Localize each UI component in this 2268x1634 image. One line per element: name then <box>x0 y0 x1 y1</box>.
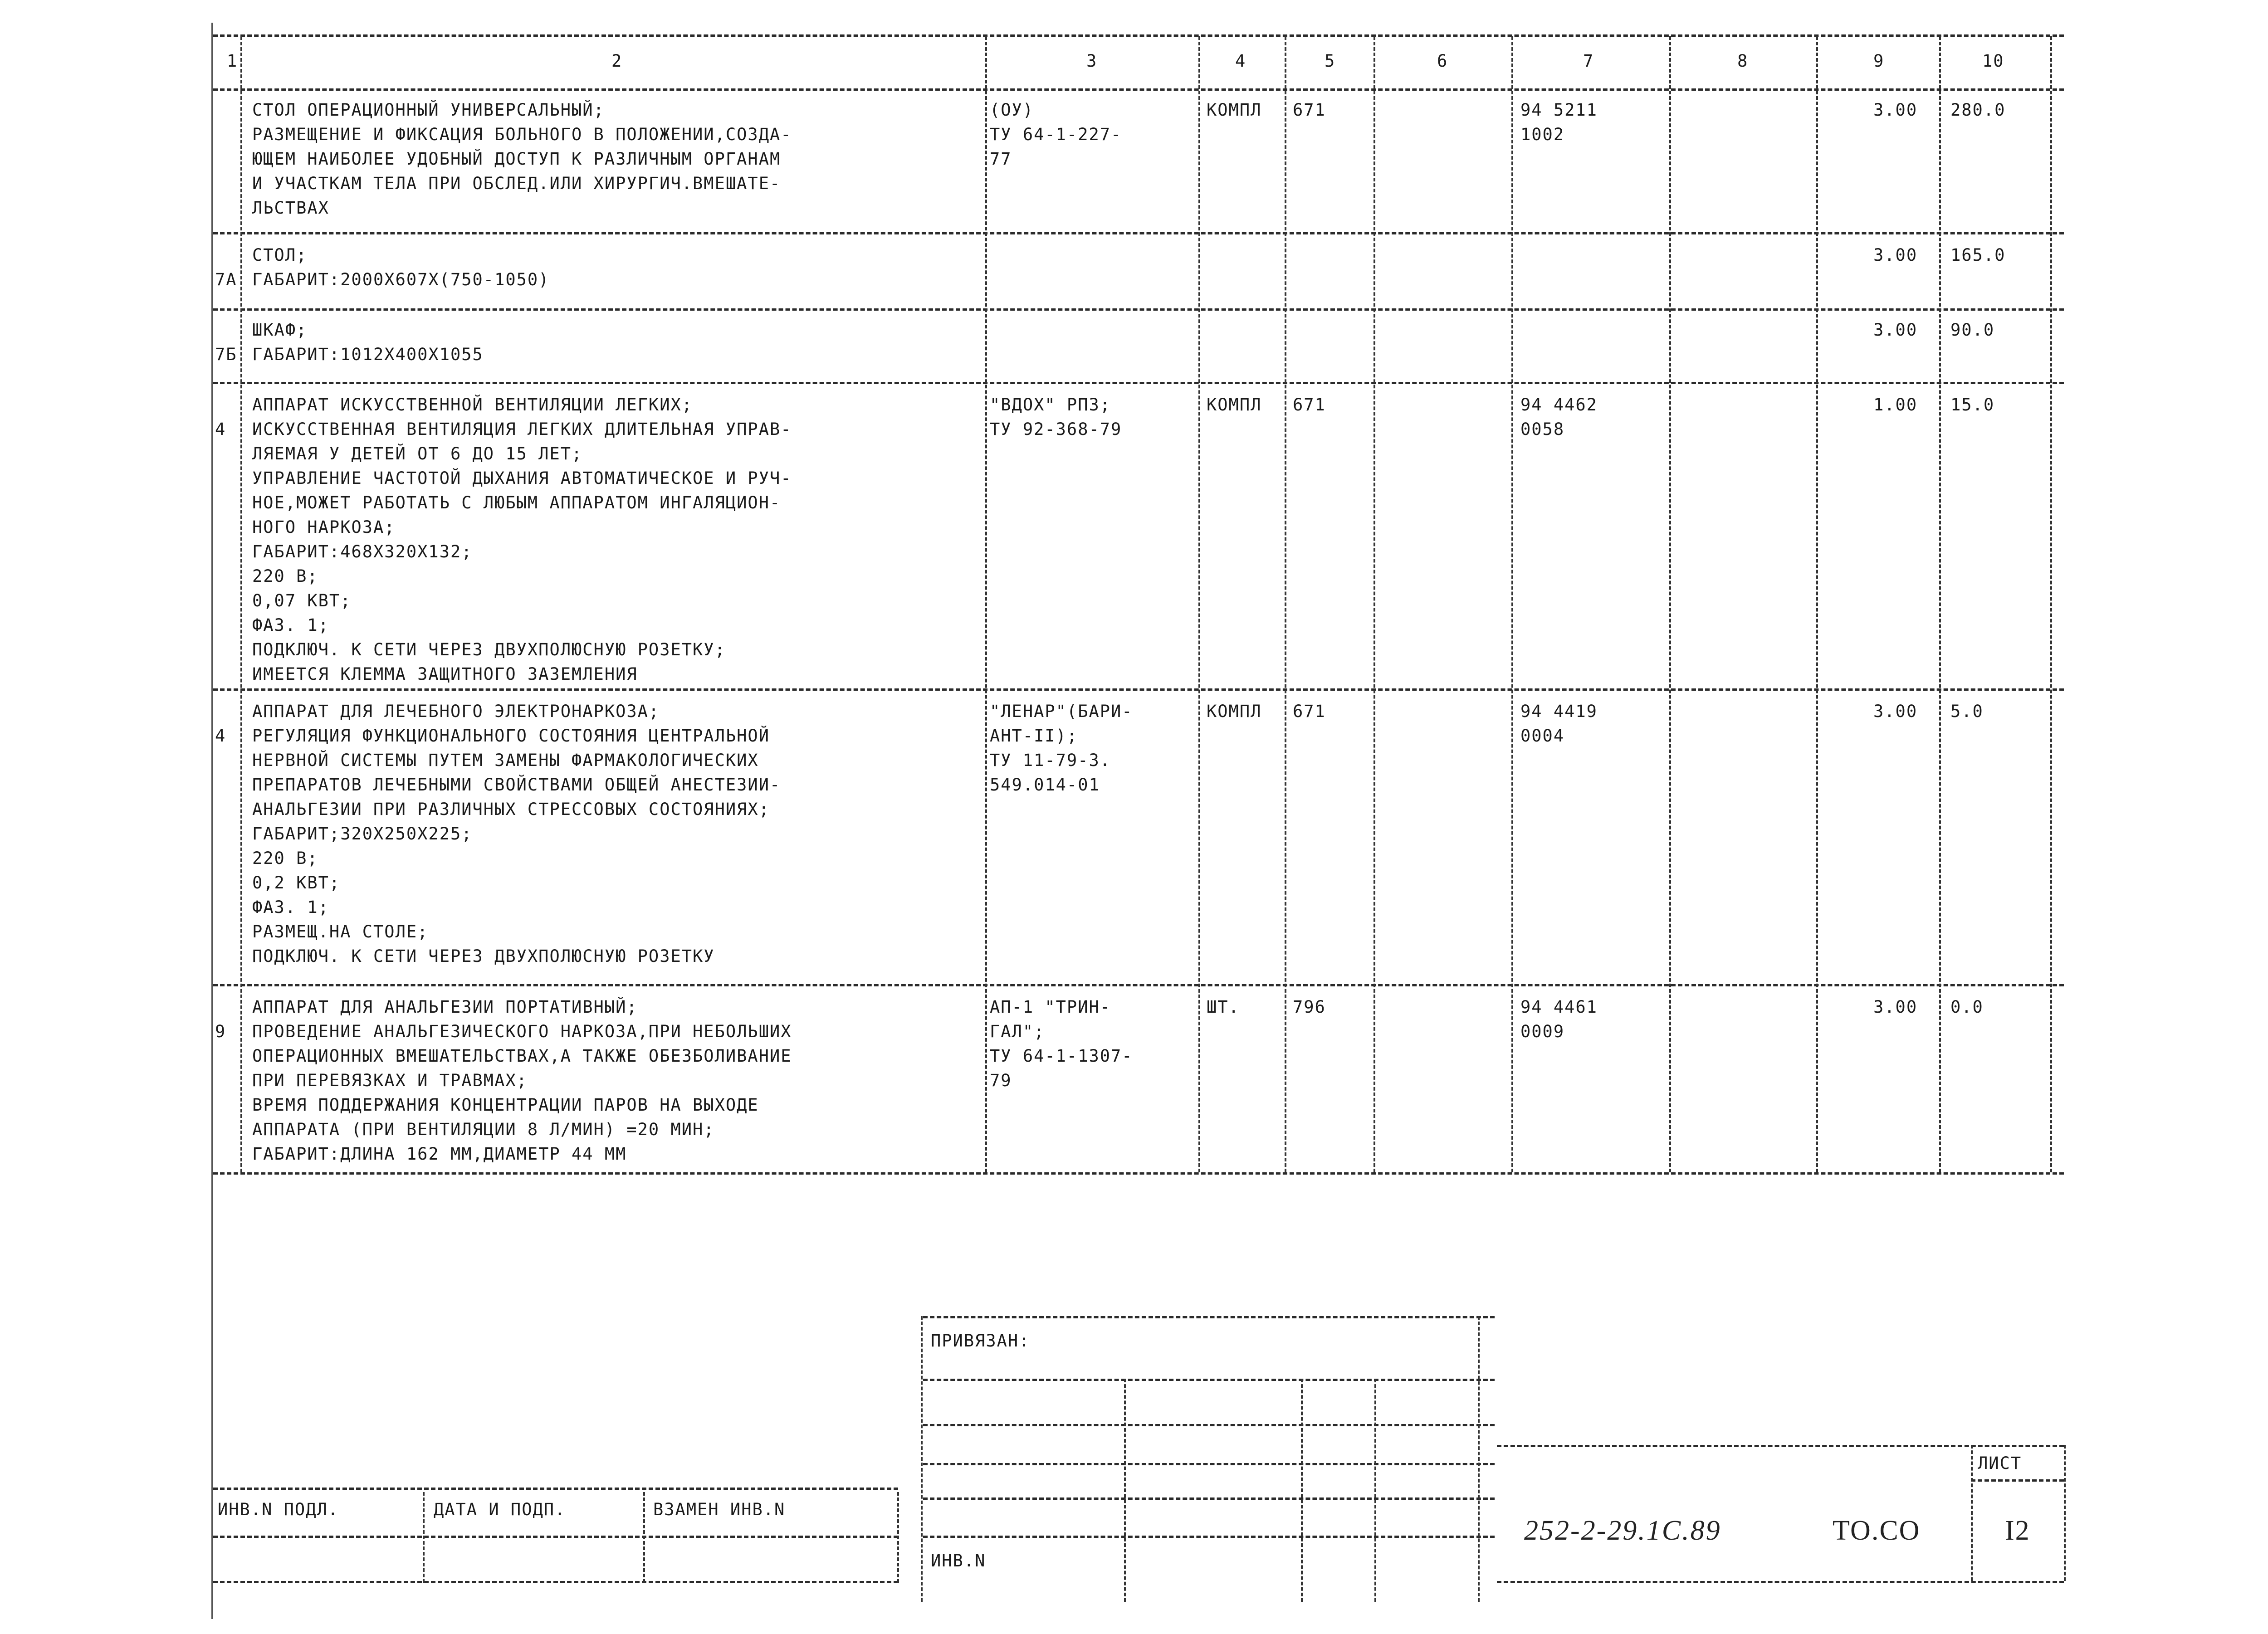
stamp-line <box>1497 1445 2064 1447</box>
stamp-line <box>643 1492 645 1583</box>
row-unit: ШТ. <box>1207 997 1240 1017</box>
text-line: АППАРАТ ДЛЯ АНАЛЬГЕЗИИ ПОРТАТИВНЫЙ; <box>252 997 638 1017</box>
text-line: АНАЛЬГЕЗИИ ПРИ РАЗЛИЧНЫХ СТРЕССОВЫХ СОСТОЯНИЯХ; <box>252 800 770 819</box>
text-line: 220 В; <box>252 566 318 586</box>
row-unit: КОМПЛ <box>1207 100 1262 120</box>
text-line: 220 В; <box>252 849 318 868</box>
text-line: 94 5211 <box>1520 100 1598 120</box>
text-line: ГАБАРИТ;320Х250Х225; <box>252 824 473 844</box>
row-name <box>252 98 792 220</box>
row-okp <box>1520 98 1598 147</box>
text-line: ТУ 92-368-79 <box>990 419 1122 439</box>
stamp-line <box>213 1536 898 1538</box>
row-col10: 5.0 <box>1950 702 1984 721</box>
stamp-line <box>923 1424 1495 1426</box>
text-line: ПРИ ПЕРЕВЯЗКАХ И ТРАВМАХ; <box>252 1071 528 1090</box>
row-qty: 3.00 <box>1873 702 1918 721</box>
header-col-1: 1 <box>227 51 238 71</box>
text-line: ШКАФ; <box>252 320 308 340</box>
text-line: 94 4462 <box>1520 395 1598 415</box>
text-line: 1002 <box>1520 125 1565 144</box>
text-line: ОПЕРАЦИОННЫХ ВМЕШАТЕЛЬСТВАХ,А ТАКЖЕ ОБЕЗБОЛИВАНИЕ <box>252 1046 792 1066</box>
row-unit-code: 796 <box>1293 997 1326 1017</box>
row-position: 7А <box>215 270 237 289</box>
stamp-line <box>1497 1581 2064 1583</box>
text-line: ФАЗ. 1; <box>252 615 329 635</box>
stamp-line <box>1374 1379 1376 1602</box>
text-line: НОЕ,МОЖЕТ РАБОТАТЬ С ЛЮБЫМ АППАРАТОМ ИНГАЛЯЦИОН- <box>252 493 781 512</box>
text-line: ГАБАРИТ:2000Х607Х(750-1050) <box>252 270 550 289</box>
stamp-line <box>2064 1445 2066 1581</box>
text-line: 94 4419 <box>1520 702 1598 721</box>
header-col-10: 10 <box>1982 51 2004 71</box>
table-bottom-border <box>213 1172 2064 1175</box>
inv-no-label: ИНВ.N <box>931 1551 986 1571</box>
column-separator <box>2050 36 2052 1172</box>
text-line: РЕГУЛЯЦИЯ ФУНКЦИОНАЛЬНОГО СОСТОЯНИЯ ЦЕНТРАЛЬНОЙ <box>252 726 770 746</box>
row-okp <box>1520 995 1598 1044</box>
row-name <box>252 243 549 292</box>
text-line: 0009 <box>1520 1022 1565 1041</box>
text-line: 94 4461 <box>1520 997 1598 1017</box>
row-separator <box>213 232 2064 234</box>
text-line: УПРАВЛЕНИЕ ЧАСТОТОЙ ДЫХАНИЯ АВТОМАТИЧЕСКОЕ И РУЧ- <box>252 468 792 488</box>
stamp-line <box>1971 1479 2064 1482</box>
text-line: РАЗМЕЩЕНИЕ И ФИКСАЦИЯ БОЛЬНОГО В ПОЛОЖЕНИИ,СОЗДА- <box>252 125 792 144</box>
row-separator <box>213 688 2064 691</box>
header-col-2: 2 <box>611 51 623 71</box>
row-qty: 1.00 <box>1873 395 1918 415</box>
text-line: ТУ 64-1-227- <box>990 125 1122 144</box>
row-name <box>252 699 781 969</box>
text-line: ГАЛ"; <box>990 1022 1045 1041</box>
row-col10: 0.0 <box>1950 997 1984 1017</box>
row-type <box>990 699 1133 797</box>
column-separator <box>1374 36 1375 1172</box>
row-type <box>990 98 1122 171</box>
row-qty: 3.00 <box>1873 320 1918 340</box>
row-separator <box>213 382 2064 384</box>
text-line: НЕРВНОЙ СИСТЕМЫ ПУТЕМ ЗАМЕНЫ ФАРМАКОЛОГИЧЕСКИХ <box>252 751 759 770</box>
row-col10: 165.0 <box>1950 245 2006 265</box>
stamp-line <box>923 1463 1495 1465</box>
column-separator <box>1816 36 1818 1172</box>
text-line: ПОДКЛЮЧ. К СЕТИ ЧЕРЕЗ ДВУХПОЛЮСНУЮ РОЗЕТКУ <box>252 946 715 966</box>
column-separator <box>985 36 987 1172</box>
row-qty: 3.00 <box>1873 245 1918 265</box>
row-qty: 3.00 <box>1873 997 1918 1017</box>
row-col10: 280.0 <box>1950 100 2006 120</box>
text-line: ГАБАРИТ:468Х320Х132; <box>252 542 473 561</box>
text-line: ЮЩЕМ НАИБОЛЕЕ УДОБНЫЙ ДОСТУП К РАЗЛИЧНЫМ ОРГАНАМ <box>252 149 781 169</box>
header-col-7: 7 <box>1583 51 1594 71</box>
stamp-line <box>923 1316 1495 1318</box>
text-line: ВРЕМЯ ПОДДЕРЖАНИЯ КОНЦЕНТРАЦИИ ПАРОВ НА ВЫХОДЕ <box>252 1095 759 1115</box>
text-line: 0,2 КВТ; <box>252 873 341 893</box>
text-line: И УЧАСТКАМ ТЕЛА ПРИ ОБСЛЕД.ИЛИ ХИРУРГИЧ.ВМЕШАТЕ- <box>252 174 781 193</box>
text-line: ГАБАРИТ:ДЛИНА 162 ММ,ДИАМЕТР 44 ММ <box>252 1144 627 1164</box>
row-position: 4 <box>215 726 226 746</box>
row-separator <box>213 984 2064 986</box>
stamp-line <box>1971 1445 1973 1581</box>
row-separator <box>213 308 2064 311</box>
date-sign-label: ДАТА И ПОДП. <box>434 1500 566 1519</box>
text-line: РАЗМЕЩ.НА СТОЛЕ; <box>252 922 429 941</box>
text-line: АППАРАТА (ПРИ ВЕНТИЛЯЦИИ 8 Л/МИН) =20 МИН; <box>252 1120 715 1139</box>
sheet-label: ЛИСТ <box>1978 1454 2022 1473</box>
text-line: ФАЗ. 1; <box>252 897 329 917</box>
text-line: ИМЕЕТСЯ КЛЕММА ЗАЩИТНОГО ЗАЗЕМЛЕНИЯ <box>252 664 638 684</box>
table-top-border <box>213 34 2064 37</box>
text-line: "ЛЕНАР"(БАРИ- <box>990 702 1133 721</box>
row-unit-code: 671 <box>1293 702 1326 721</box>
header-col-4: 4 <box>1235 51 1246 71</box>
text-line: ИСКУССТВЕННАЯ ВЕНТИЛЯЦИЯ ЛЕГКИХ ДЛИТЕЛЬНАЯ УПРАВ- <box>252 419 792 439</box>
text-line: АППАРАТ ДЛЯ ЛЕЧЕБНОГО ЭЛЕКТРОНАРКОЗА; <box>252 702 660 721</box>
vzamen-label: ВЗАМЕН ИНВ.N <box>653 1500 786 1519</box>
row-okp <box>1520 699 1598 748</box>
text-line: 0004 <box>1520 726 1565 746</box>
left-edge-line <box>211 23 213 1619</box>
column-separator <box>1198 36 1200 1172</box>
text-line: НОГО НАРКОЗА; <box>252 517 396 537</box>
text-line: ТУ 11-79-3. <box>990 751 1111 770</box>
row-position: 9 <box>215 1022 226 1041</box>
stamp-line <box>923 1379 1495 1381</box>
text-line: 0,07 КВТ; <box>252 591 352 610</box>
header-col-5: 5 <box>1325 51 1336 71</box>
text-line: ПРЕПАРАТОВ ЛЕЧЕБНЫМИ СВОЙСТВАМИ ОБЩЕЙ АНЕСТЕЗИИ- <box>252 775 781 795</box>
stamp-line <box>923 1497 1495 1500</box>
text-line: 79 <box>990 1071 1012 1090</box>
row-name <box>252 318 484 367</box>
row-qty: 3.00 <box>1873 100 1918 120</box>
stamp-line <box>1478 1316 1480 1602</box>
column-separator <box>1939 36 1941 1172</box>
row-unit-code: 671 <box>1293 395 1326 415</box>
text-line: АП-1 "ТРИН- <box>990 997 1111 1017</box>
header-col-3: 3 <box>1086 51 1098 71</box>
text-line: "ВДОХ" РП3; <box>990 395 1111 415</box>
row-unit-code: 671 <box>1293 100 1326 120</box>
row-unit: КОМПЛ <box>1207 395 1262 415</box>
header-col-6: 6 <box>1437 51 1448 71</box>
text-line: 77 <box>990 149 1012 169</box>
row-type <box>990 393 1122 442</box>
row-col10: 90.0 <box>1950 320 1995 340</box>
stamp-line <box>213 1581 898 1583</box>
stamp-line <box>1124 1379 1126 1602</box>
stamp-line <box>921 1316 923 1602</box>
text-line: ГАБАРИТ:1012Х400Х1055 <box>252 345 484 364</box>
column-separator <box>1285 36 1286 1172</box>
text-line: ЛЬСТВАХ <box>252 198 329 218</box>
text-line: 549.014-01 <box>990 775 1100 795</box>
text-line: АНТ-II); <box>990 726 1078 746</box>
stamp-line <box>213 1488 898 1490</box>
privyazan-label: ПРИВЯЗАН: <box>931 1331 1030 1351</box>
stamp-line <box>423 1492 425 1583</box>
text-line: ТУ 64-1-1307- <box>990 1046 1133 1066</box>
text-line: СТОЛ; <box>252 245 308 265</box>
row-type <box>990 995 1133 1093</box>
stamp-line <box>923 1536 1495 1538</box>
text-line: ПОДКЛЮЧ. К СЕТИ ЧЕРЕЗ ДВУХПОЛЮСНУЮ РОЗЕТКУ; <box>252 640 726 659</box>
text-line: ЛЯЕМАЯ У ДЕТЕЙ ОТ 6 ДО 15 ЛЕТ; <box>252 444 583 463</box>
text-line: 0058 <box>1520 419 1565 439</box>
stamp-line <box>897 1492 899 1583</box>
text-line: (ОУ) <box>990 100 1034 120</box>
sheet-number: I2 <box>2005 1515 2030 1546</box>
column-separator <box>1511 36 1513 1172</box>
stamp-line <box>1301 1379 1303 1602</box>
row-position: 4 <box>215 419 226 439</box>
text-line: СТОЛ ОПЕРАЦИОННЫЙ УНИВЕРСАЛЬНЫЙ; <box>252 100 605 120</box>
row-name <box>252 393 792 687</box>
column-separator <box>1669 36 1671 1172</box>
row-col10: 15.0 <box>1950 395 1995 415</box>
document-code: ТО.СО <box>1833 1515 1921 1546</box>
text-line: ПРОВЕДЕНИЕ АНАЛЬГЕЗИЧЕСКОГО НАРКОЗА,ПРИ НЕБОЛЬШИХ <box>252 1022 792 1041</box>
column-separator <box>240 36 242 1172</box>
row-okp <box>1520 393 1598 442</box>
row-position: 7Б <box>215 345 237 364</box>
header-bottom-border <box>213 88 2064 91</box>
row-unit: КОМПЛ <box>1207 702 1262 721</box>
header-col-9: 9 <box>1873 51 1885 71</box>
header-col-8: 8 <box>1737 51 1749 71</box>
text-line: АППАРАТ ИСКУССТВЕННОЙ ВЕНТИЛЯЦИИ ЛЕГКИХ; <box>252 395 693 415</box>
designation-number: 252-2-29.1С.89 <box>1524 1515 1721 1546</box>
inv-podl-label: ИНВ.N ПОДЛ. <box>218 1500 339 1519</box>
row-name <box>252 995 792 1166</box>
